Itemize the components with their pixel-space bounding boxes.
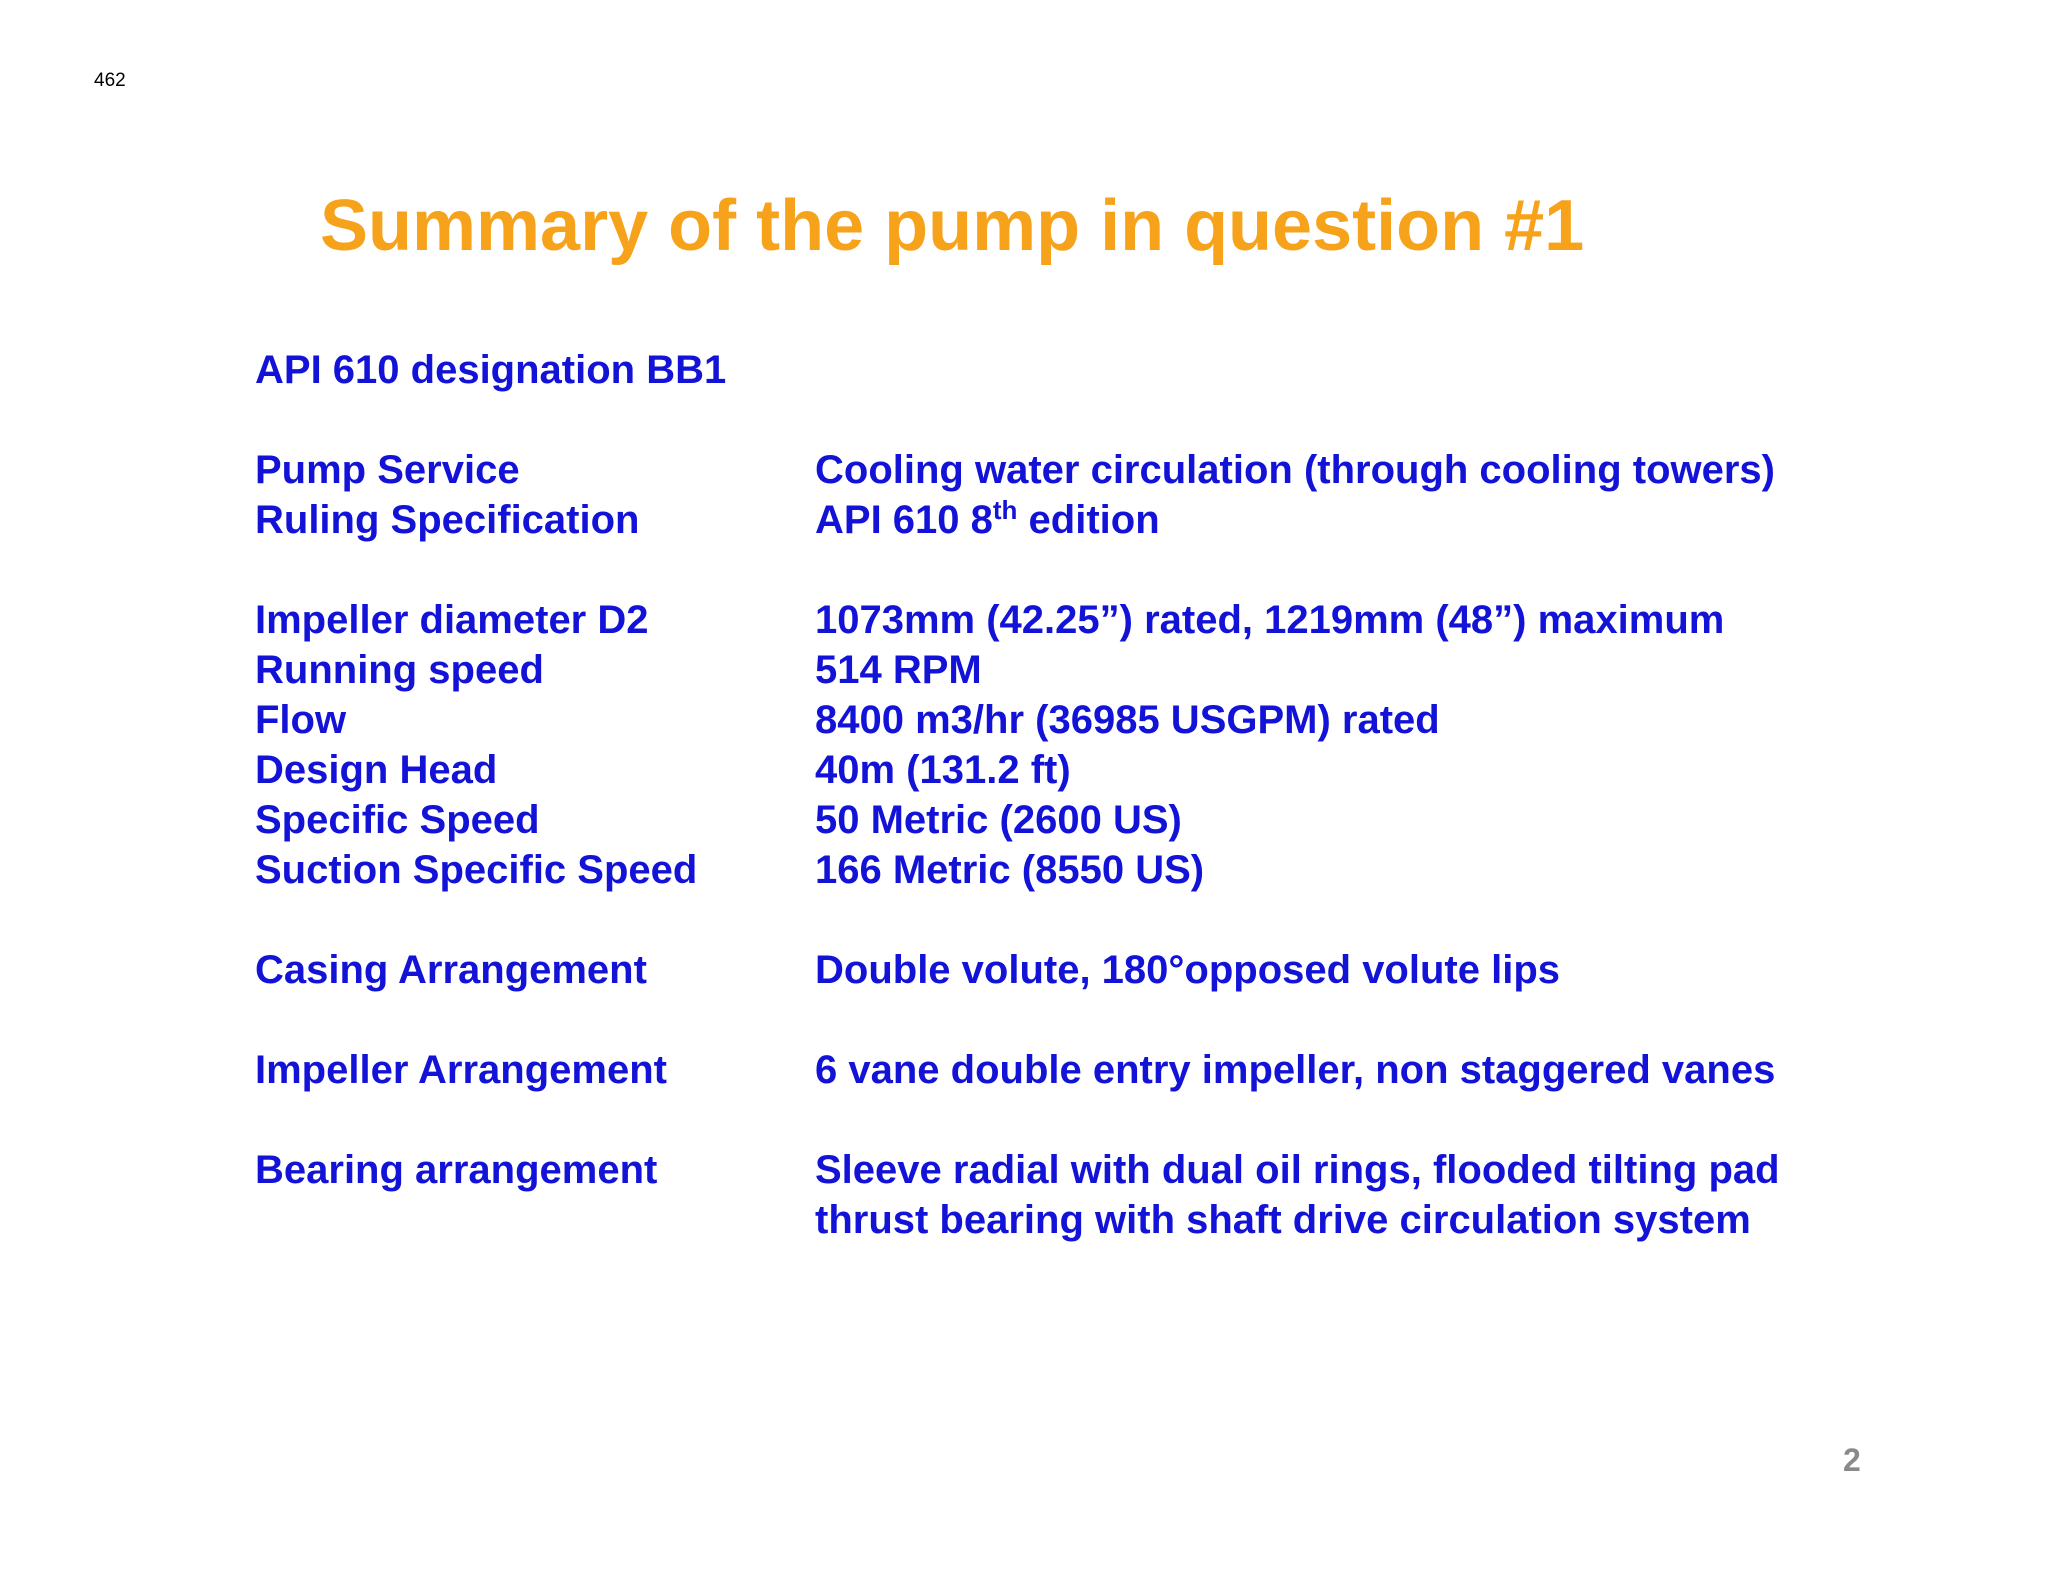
slide-number: 2 <box>1843 1442 1861 1478</box>
page-number: 462 <box>94 70 126 91</box>
slide-title: Summary of the pump in question #1 <box>320 186 1585 266</box>
spec-label: Ruling Specification <box>255 498 640 542</box>
spec-label: Flow <box>255 698 347 742</box>
spec-label: Impeller Arrangement <box>255 1048 667 1092</box>
spec-value: Sleeve radial with dual oil rings, flooded tilting pad <box>815 1148 1780 1192</box>
spec-value: Cooling water circulation (through cooling towers) <box>815 448 1775 492</box>
spec-value: 40m (131.2 ft) <box>815 748 1071 792</box>
spec-label: Design Head <box>255 748 498 792</box>
spec-label: Running speed <box>255 648 544 692</box>
spec-value: 166 Metric (8550 US) <box>815 848 1205 892</box>
spec-value: 1073mm (42.25”) rated, 1219mm (48”) maximum <box>815 598 1725 642</box>
spec-value: 514 RPM <box>815 648 982 692</box>
spec-label: Casing Arrangement <box>255 948 647 992</box>
spec-value-superscript: th <box>992 495 1018 525</box>
spec-label: Bearing arrangement <box>255 1148 658 1192</box>
spec-label: Specific Speed <box>255 798 540 842</box>
spec-value: 8400 m3/hr (36985 USGPM) rated <box>815 698 1440 742</box>
spec-value-suffix: edition <box>1017 498 1160 542</box>
spec-value: 6 vane double entry impeller, non staggered vanes <box>815 1048 1776 1092</box>
spec-value: thrust bearing with shaft drive circulation system <box>815 1198 1751 1242</box>
api-designation: API 610 designation BB1 <box>255 348 727 392</box>
spec-value: Double volute, 180°opposed volute lips <box>815 948 1560 992</box>
spec-label: Suction Specific Speed <box>255 848 698 892</box>
spec-value: 50 Metric (2600 US) <box>815 798 1182 842</box>
spec-value-prefix: API 610 8 <box>815 498 993 542</box>
spec-label: Pump Service <box>255 448 520 492</box>
spec-value <box>815 495 1160 545</box>
spec-label: Impeller diameter D2 <box>255 598 649 642</box>
